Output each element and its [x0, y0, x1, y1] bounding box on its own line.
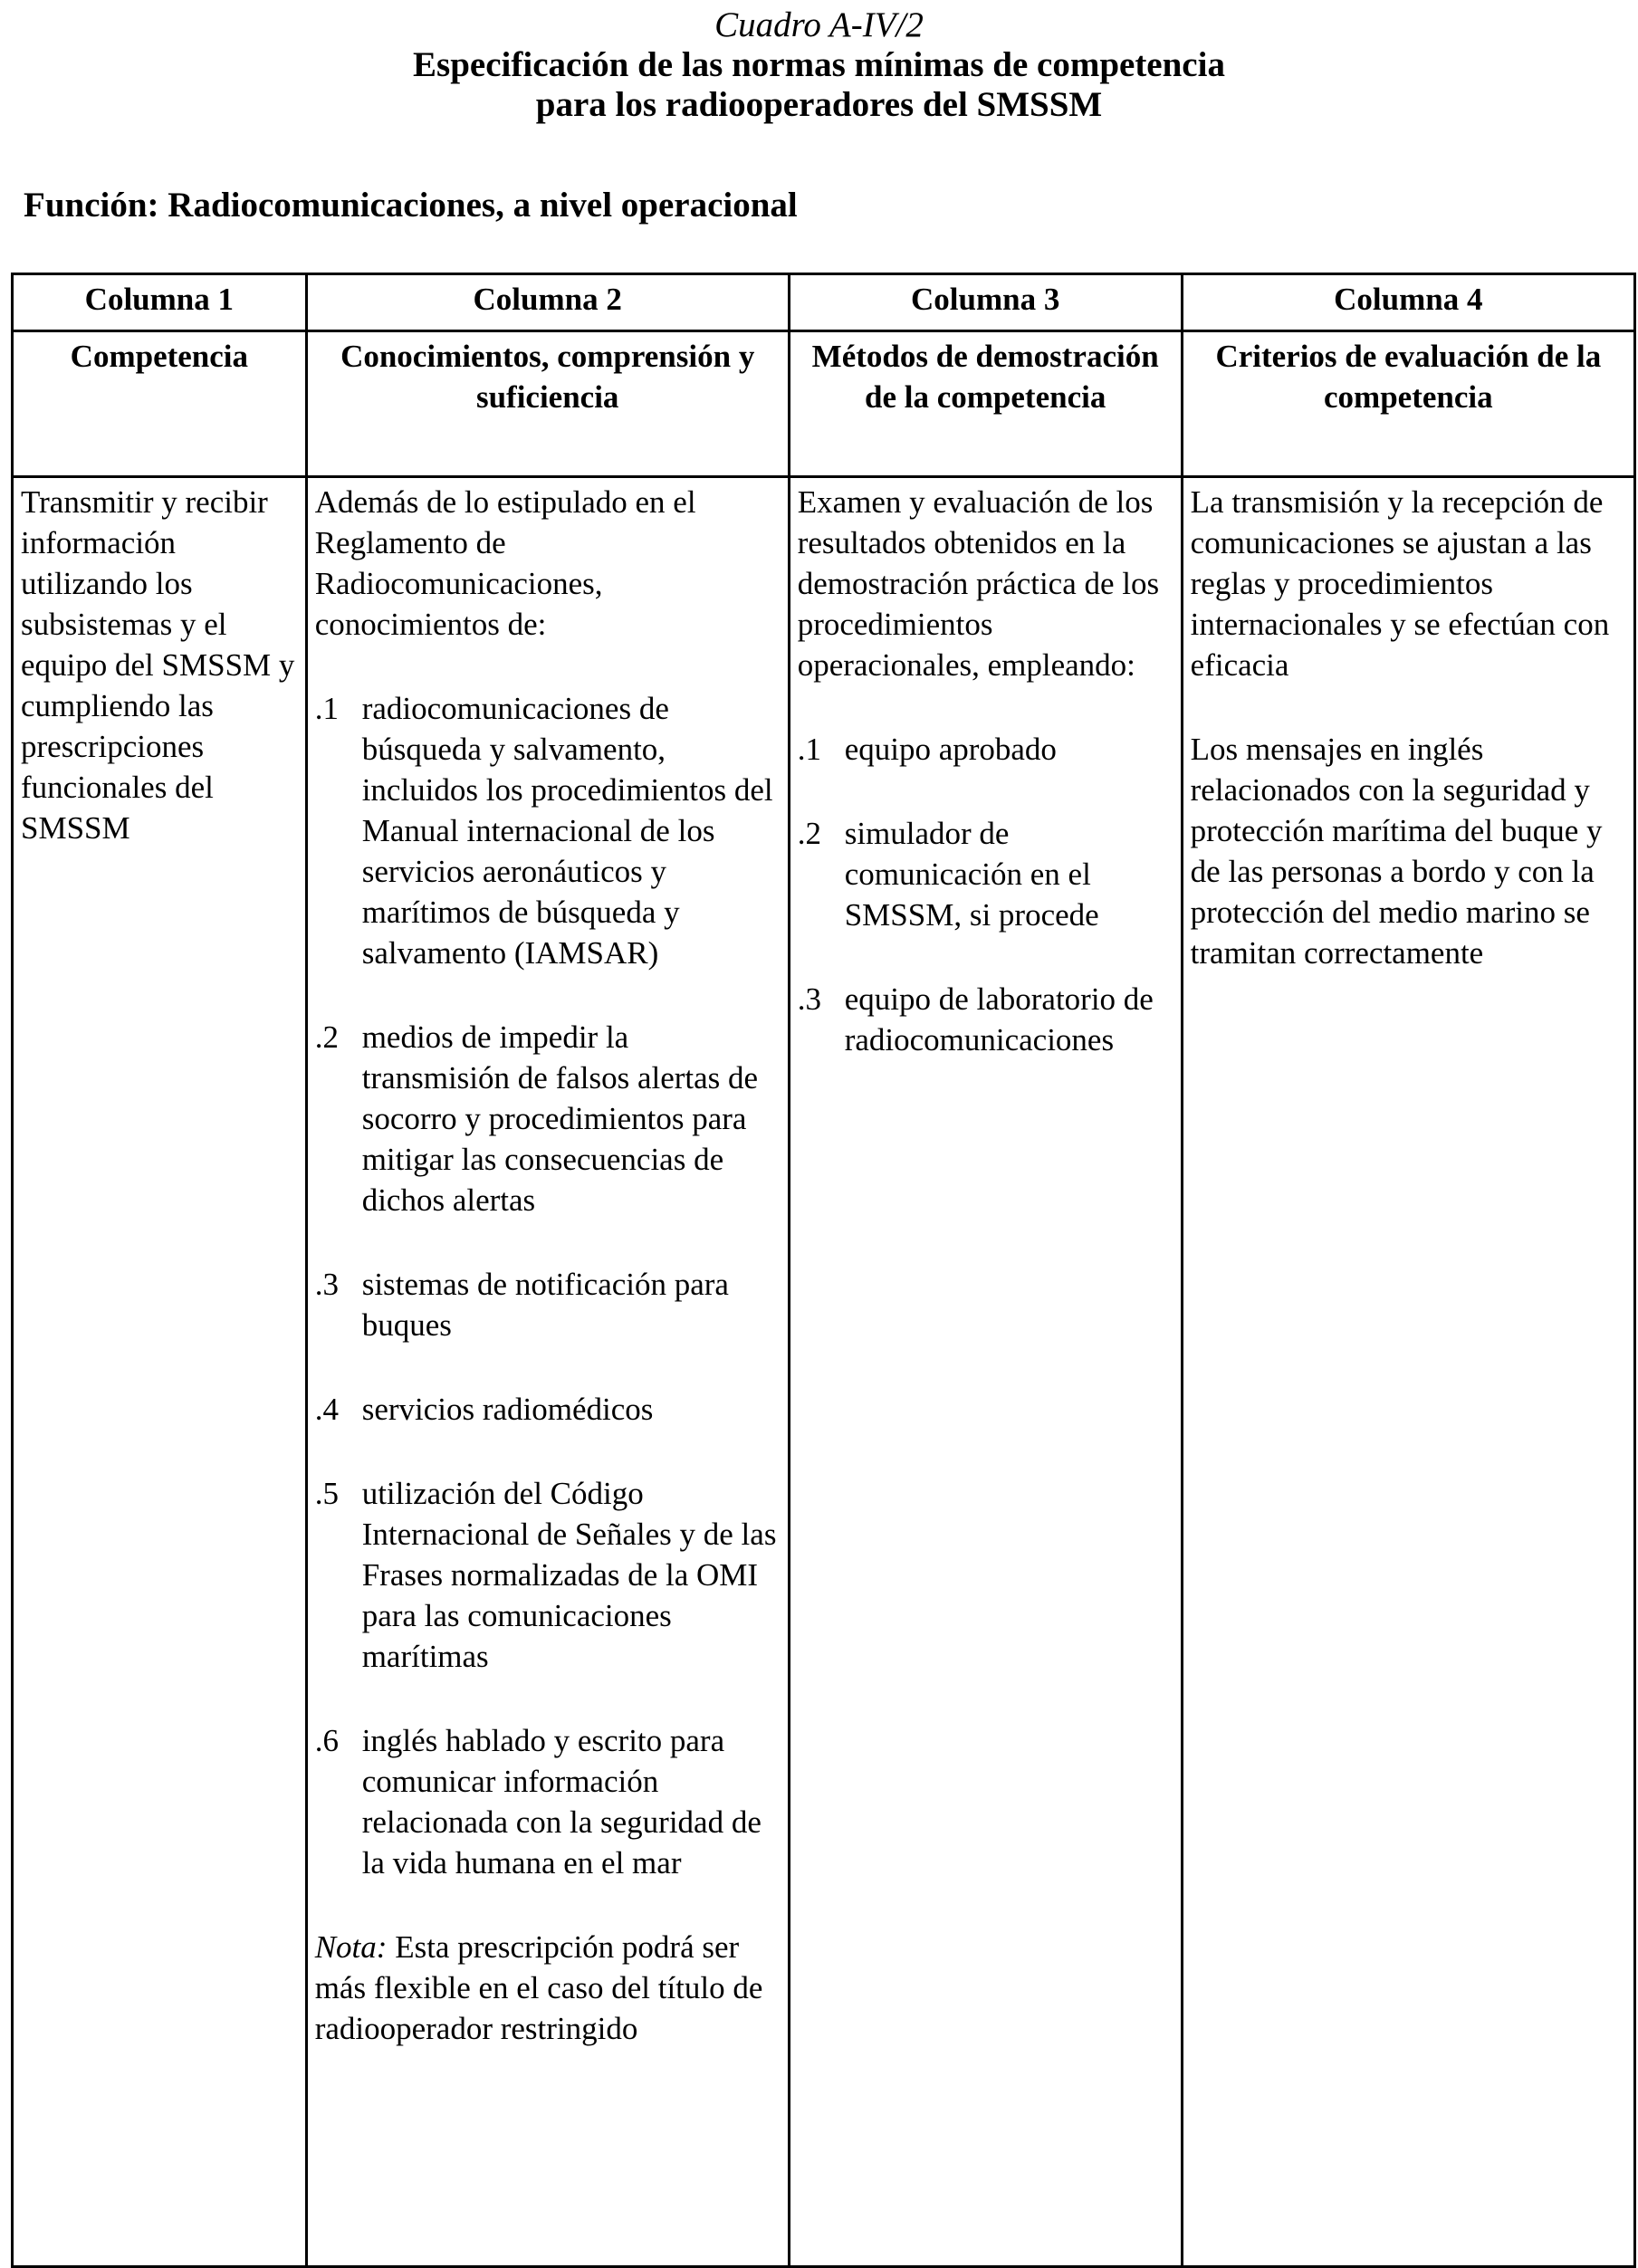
document-title-line-2: para los radiooperadores del SMSSM	[535, 85, 1103, 124]
method-item	[798, 813, 1173, 935]
criteria-cell	[1182, 477, 1634, 2267]
column-header-row	[13, 331, 1635, 477]
knowledge-item	[315, 688, 781, 973]
column-number-3: Columna 3	[789, 274, 1182, 331]
item-text: utilización del Código Internacional de Señales y de las Frases normalizadas de la OMI para las comunicaciones marítimas	[361, 1476, 777, 1674]
document-title-line-1: Especificación de las normas mínimas de competencia	[413, 45, 1225, 84]
table-row	[13, 477, 1635, 2267]
knowledge-item	[315, 1389, 781, 1430]
column-number-1: Columna 1	[13, 274, 307, 331]
item-text: radiocomunicaciones de búsqueda y salvamento, incluidos los procedimientos del Manual internacional de los servicios aeronáuticos y marítimos de búsqueda y salvamento (IAMSAR)	[361, 691, 773, 971]
header-criteria: Criterios de evaluación de la competencia	[1182, 331, 1634, 477]
note-text: Esta prescripción podrá ser más flexible en el caso del título de radiooperador restringido	[314, 1929, 763, 2046]
item-text: medios de impedir la transmisión de falsos alertas de socorro y procedimientos para mitigar las consecuencias de dichos alertas	[361, 1019, 759, 1218]
methods-cell	[789, 477, 1182, 2267]
knowledge-item	[315, 1264, 781, 1345]
column-number-row	[13, 274, 1635, 331]
item-number: .3	[797, 981, 821, 1017]
method-item	[798, 979, 1173, 1060]
competence-table	[11, 273, 1636, 2268]
function-title: Función: Radiocomunicaciones, a nivel operacional	[24, 186, 798, 225]
item-text: sistemas de notificación para buques	[361, 1267, 729, 1343]
knowledge-item	[315, 1720, 781, 1883]
criteria-text: Los mensajes en inglés relacionados con la seguridad y protección marítima del buque y de las personas a bordo y con la protección del medio marino se tramitan correctamente	[1190, 732, 1603, 971]
criteria-text: La transmisión y la recepción de comunicaciones se ajustan a las reglas y procedimientos internacionales y se efectúan con eficacia	[1190, 484, 1610, 683]
item-number: .5	[314, 1476, 339, 1511]
item-number: .4	[314, 1392, 339, 1427]
item-number: .2	[314, 1019, 339, 1055]
item-number: .3	[314, 1267, 339, 1302]
knowledge-cell	[306, 477, 789, 2267]
header-knowledge: Conocimientos, comprensión y suficiencia	[306, 331, 789, 477]
note-label: Nota:	[314, 1929, 388, 1965]
table-label: Cuadro A-IV/2	[714, 5, 924, 44]
competence-cell	[13, 477, 307, 2267]
item-number: .1	[797, 732, 821, 767]
item-number: .6	[314, 1723, 339, 1758]
item-text: equipo aprobado	[844, 732, 1057, 767]
knowledge-note	[315, 1927, 781, 2049]
item-number: .1	[314, 691, 339, 726]
item-number: .2	[797, 816, 821, 851]
knowledge-item	[315, 1017, 781, 1220]
competence-text: Transmitir y recibir información utilizando los subsistemas y el equipo del SMSSM y cumpliendo las prescripciones funcionales del SMSSM	[21, 484, 295, 846]
knowledge-item	[315, 1473, 781, 1677]
method-item	[798, 729, 1173, 770]
item-text: servicios radiomédicos	[361, 1392, 654, 1427]
item-text: inglés hablado y escrito para comunicar información relacionada con la seguridad de la vida humana en el mar	[361, 1723, 762, 1880]
column-number-2: Columna 2	[306, 274, 789, 331]
column-number-4: Columna 4	[1182, 274, 1634, 331]
header-competence: Competencia	[13, 331, 307, 477]
item-text: simulador de comunicación en el SMSSM, si procede	[844, 816, 1099, 933]
methods-intro: Examen y evaluación de los resultados obtenidos en la demostración práctica de los procedimientos operacionales, empleando:	[797, 484, 1160, 683]
document-header	[0, 0, 1638, 125]
header-methods: Métodos de demostración de la competencia	[789, 331, 1182, 477]
knowledge-intro: Además de lo estipulado en el Reglamento de Radiocomunicaciones, conocimientos de:	[314, 484, 696, 642]
item-text: equipo de laboratorio de radiocomunicaciones	[844, 981, 1154, 1057]
